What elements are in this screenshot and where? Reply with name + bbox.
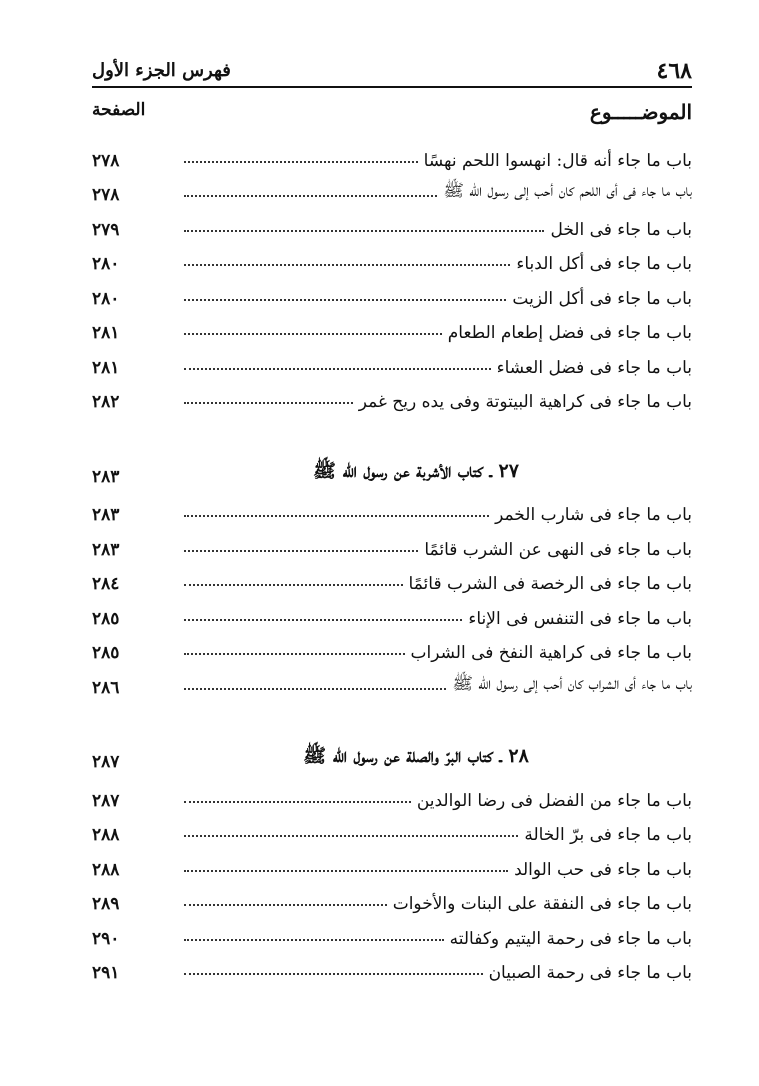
toc-entry-title: باب ما جاء فى الخل: [550, 219, 692, 240]
toc-entry-title: باب ما جاء فى رحمة الصبيان: [488, 963, 692, 983]
dot-leader: [184, 619, 462, 621]
dot-leader: [184, 550, 418, 552]
toc-entry: [92, 914, 692, 949]
dot-leader: [184, 515, 489, 517]
toc-entry: [92, 343, 692, 378]
toc-entry: [92, 949, 692, 984]
toc-entry: [92, 663, 692, 698]
toc-entry-page: ٢٨٠: [92, 288, 120, 309]
dot-leader: [184, 870, 508, 872]
toc-entry-page: ٢٨١: [92, 323, 120, 343]
toc-entry-page: ٢٧٨: [92, 185, 120, 205]
section-page: ٢٨٣: [92, 466, 120, 487]
toc-entry-page: ٢٨١: [92, 357, 120, 378]
toc-entry: [92, 594, 692, 629]
section-heading-27: [92, 452, 692, 487]
book-page: [92, 52, 692, 1052]
toc-entry-page: ٢٧٨: [92, 150, 120, 171]
toc-entry-title: باب ما جاء فى فضل إطعام الطعام: [447, 323, 692, 343]
dot-leader: [184, 195, 437, 197]
dot-leader: [184, 973, 483, 975]
toc-entry-page: ٢٨٨: [92, 825, 120, 845]
dot-leader: [184, 904, 387, 906]
toc-entry-title: باب ما جاء فى رحمة اليتيم وكفالته: [449, 928, 692, 949]
toc-group-1: [92, 136, 692, 412]
section-title: ٢٧ ـ كتاب الأشربة عن رسول الله ﷺ: [313, 459, 519, 482]
toc-entry-page: ٢٨٠: [92, 254, 120, 274]
toc-entry: [92, 309, 692, 344]
toc-entry-page: ٢٨٤: [92, 574, 120, 594]
toc-entry-page: ٢٨٦: [92, 677, 120, 698]
dot-leader: [184, 939, 444, 941]
toc-entry-title: باب ما جاء من الفضل فى رضا الوالدين: [416, 790, 692, 811]
toc-entry-title: باب ما جاء فى التنفس فى الإناء: [468, 608, 692, 629]
toc-entry: [92, 240, 692, 275]
toc-entry-title: باب ما جاء فى أكل الدباء: [516, 254, 692, 274]
toc-entry-page: ٢٨٣: [92, 539, 120, 560]
toc-entry-page: ٢٨٨: [92, 859, 120, 880]
toc-entry-title: باب ما جاء فى كراهية البيتوتة وفى يده ريح غمر: [358, 392, 692, 412]
toc-entry: [92, 880, 692, 915]
dot-leader: [184, 299, 506, 301]
dot-leader: [184, 653, 405, 655]
toc-group-28: [92, 776, 692, 983]
dot-leader: [184, 161, 418, 163]
toc-entry: [92, 629, 692, 664]
toc-entry-title: باب ما جاء فى حب الوالد: [514, 859, 692, 880]
toc-entry-title: باب ما جاء فى فضل العشاء: [496, 357, 692, 378]
running-header: [92, 52, 692, 88]
toc-entry: [92, 205, 692, 240]
toc-group-27: [92, 491, 692, 698]
section-heading-28: [92, 738, 692, 773]
topic-column-heading: الموضـــــوع: [589, 100, 692, 124]
toc-entry-title: باب ما جاء أى الشراب كان أحب إلى رسول الله ﷺ: [452, 673, 692, 694]
toc-entry: [92, 378, 692, 413]
toc-entry-page: ٢٩٠: [92, 928, 120, 949]
toc-entry-title: باب ما جاء فى النفقة على البنات والأخوات: [392, 894, 692, 914]
page-number: ٤٦٨: [656, 58, 692, 84]
toc-entry-page: ٢٧٩: [92, 219, 120, 240]
toc-entry: [92, 811, 692, 846]
toc-entry: [92, 525, 692, 560]
section-spacer: [92, 698, 692, 738]
toc-entry-title: باب ما جاء فى النهى عن الشرب قائمًا: [424, 539, 692, 560]
section-spacer: [92, 412, 692, 452]
toc-entry-title: باب ما جاء فى أى اللحم كان أحب إلى رسول الله ﷺ: [443, 181, 692, 201]
toc-entry-title: باب ما جاء فى كراهية النفخ فى الشراب: [410, 643, 692, 663]
toc-entry-page: ٢٨٣: [92, 505, 120, 525]
dot-leader: [184, 402, 353, 404]
dot-leader: [184, 835, 518, 837]
running-title: فهرس الجزء الأول: [92, 60, 231, 81]
toc-entry-title: باب ما جاء فى برّ الخالة: [524, 825, 692, 845]
dot-leader: [184, 333, 442, 335]
dot-leader: [184, 584, 403, 586]
dot-leader: [184, 264, 510, 266]
toc-entry-page: ٢٨٢: [92, 392, 120, 412]
toc-entry-page: ٢٨٥: [92, 608, 120, 629]
toc-entry-title: باب ما جاء فى أكل الزيت: [512, 288, 692, 309]
toc-entry-title: باب ما جاء أنه قال: انهسوا اللحم نهسًا: [423, 150, 692, 171]
toc-entry: [92, 274, 692, 309]
dot-leader: [184, 688, 446, 690]
dot-leader: [184, 368, 491, 370]
toc-entry: [92, 845, 692, 880]
toc-entry: [92, 776, 692, 811]
toc-entry-title: باب ما جاء فى الرخصة فى الشرب قائمًا: [408, 574, 692, 594]
section-title: ٢٨ ـ كتاب البرّ والصلة عن رسول الله ﷺ: [303, 745, 529, 767]
toc-entry-page: ٢٨٧: [92, 790, 120, 811]
column-headings: [92, 96, 692, 136]
toc-entry-title: باب ما جاء فى شارب الخمر: [495, 505, 692, 525]
dot-leader: [184, 230, 544, 232]
toc-entry: [92, 136, 692, 171]
toc-entry-page: ٢٨٥: [92, 643, 120, 663]
page-column-heading: الصفحة: [92, 100, 146, 120]
toc-entry: [92, 171, 692, 206]
dot-leader: [184, 801, 411, 803]
toc-entry: [92, 491, 692, 526]
toc-entry: [92, 560, 692, 595]
toc-entry-page: ٢٨٩: [92, 894, 120, 914]
section-page: ٢٨٧: [92, 752, 120, 772]
toc-entry-page: ٢٩١: [92, 963, 120, 983]
